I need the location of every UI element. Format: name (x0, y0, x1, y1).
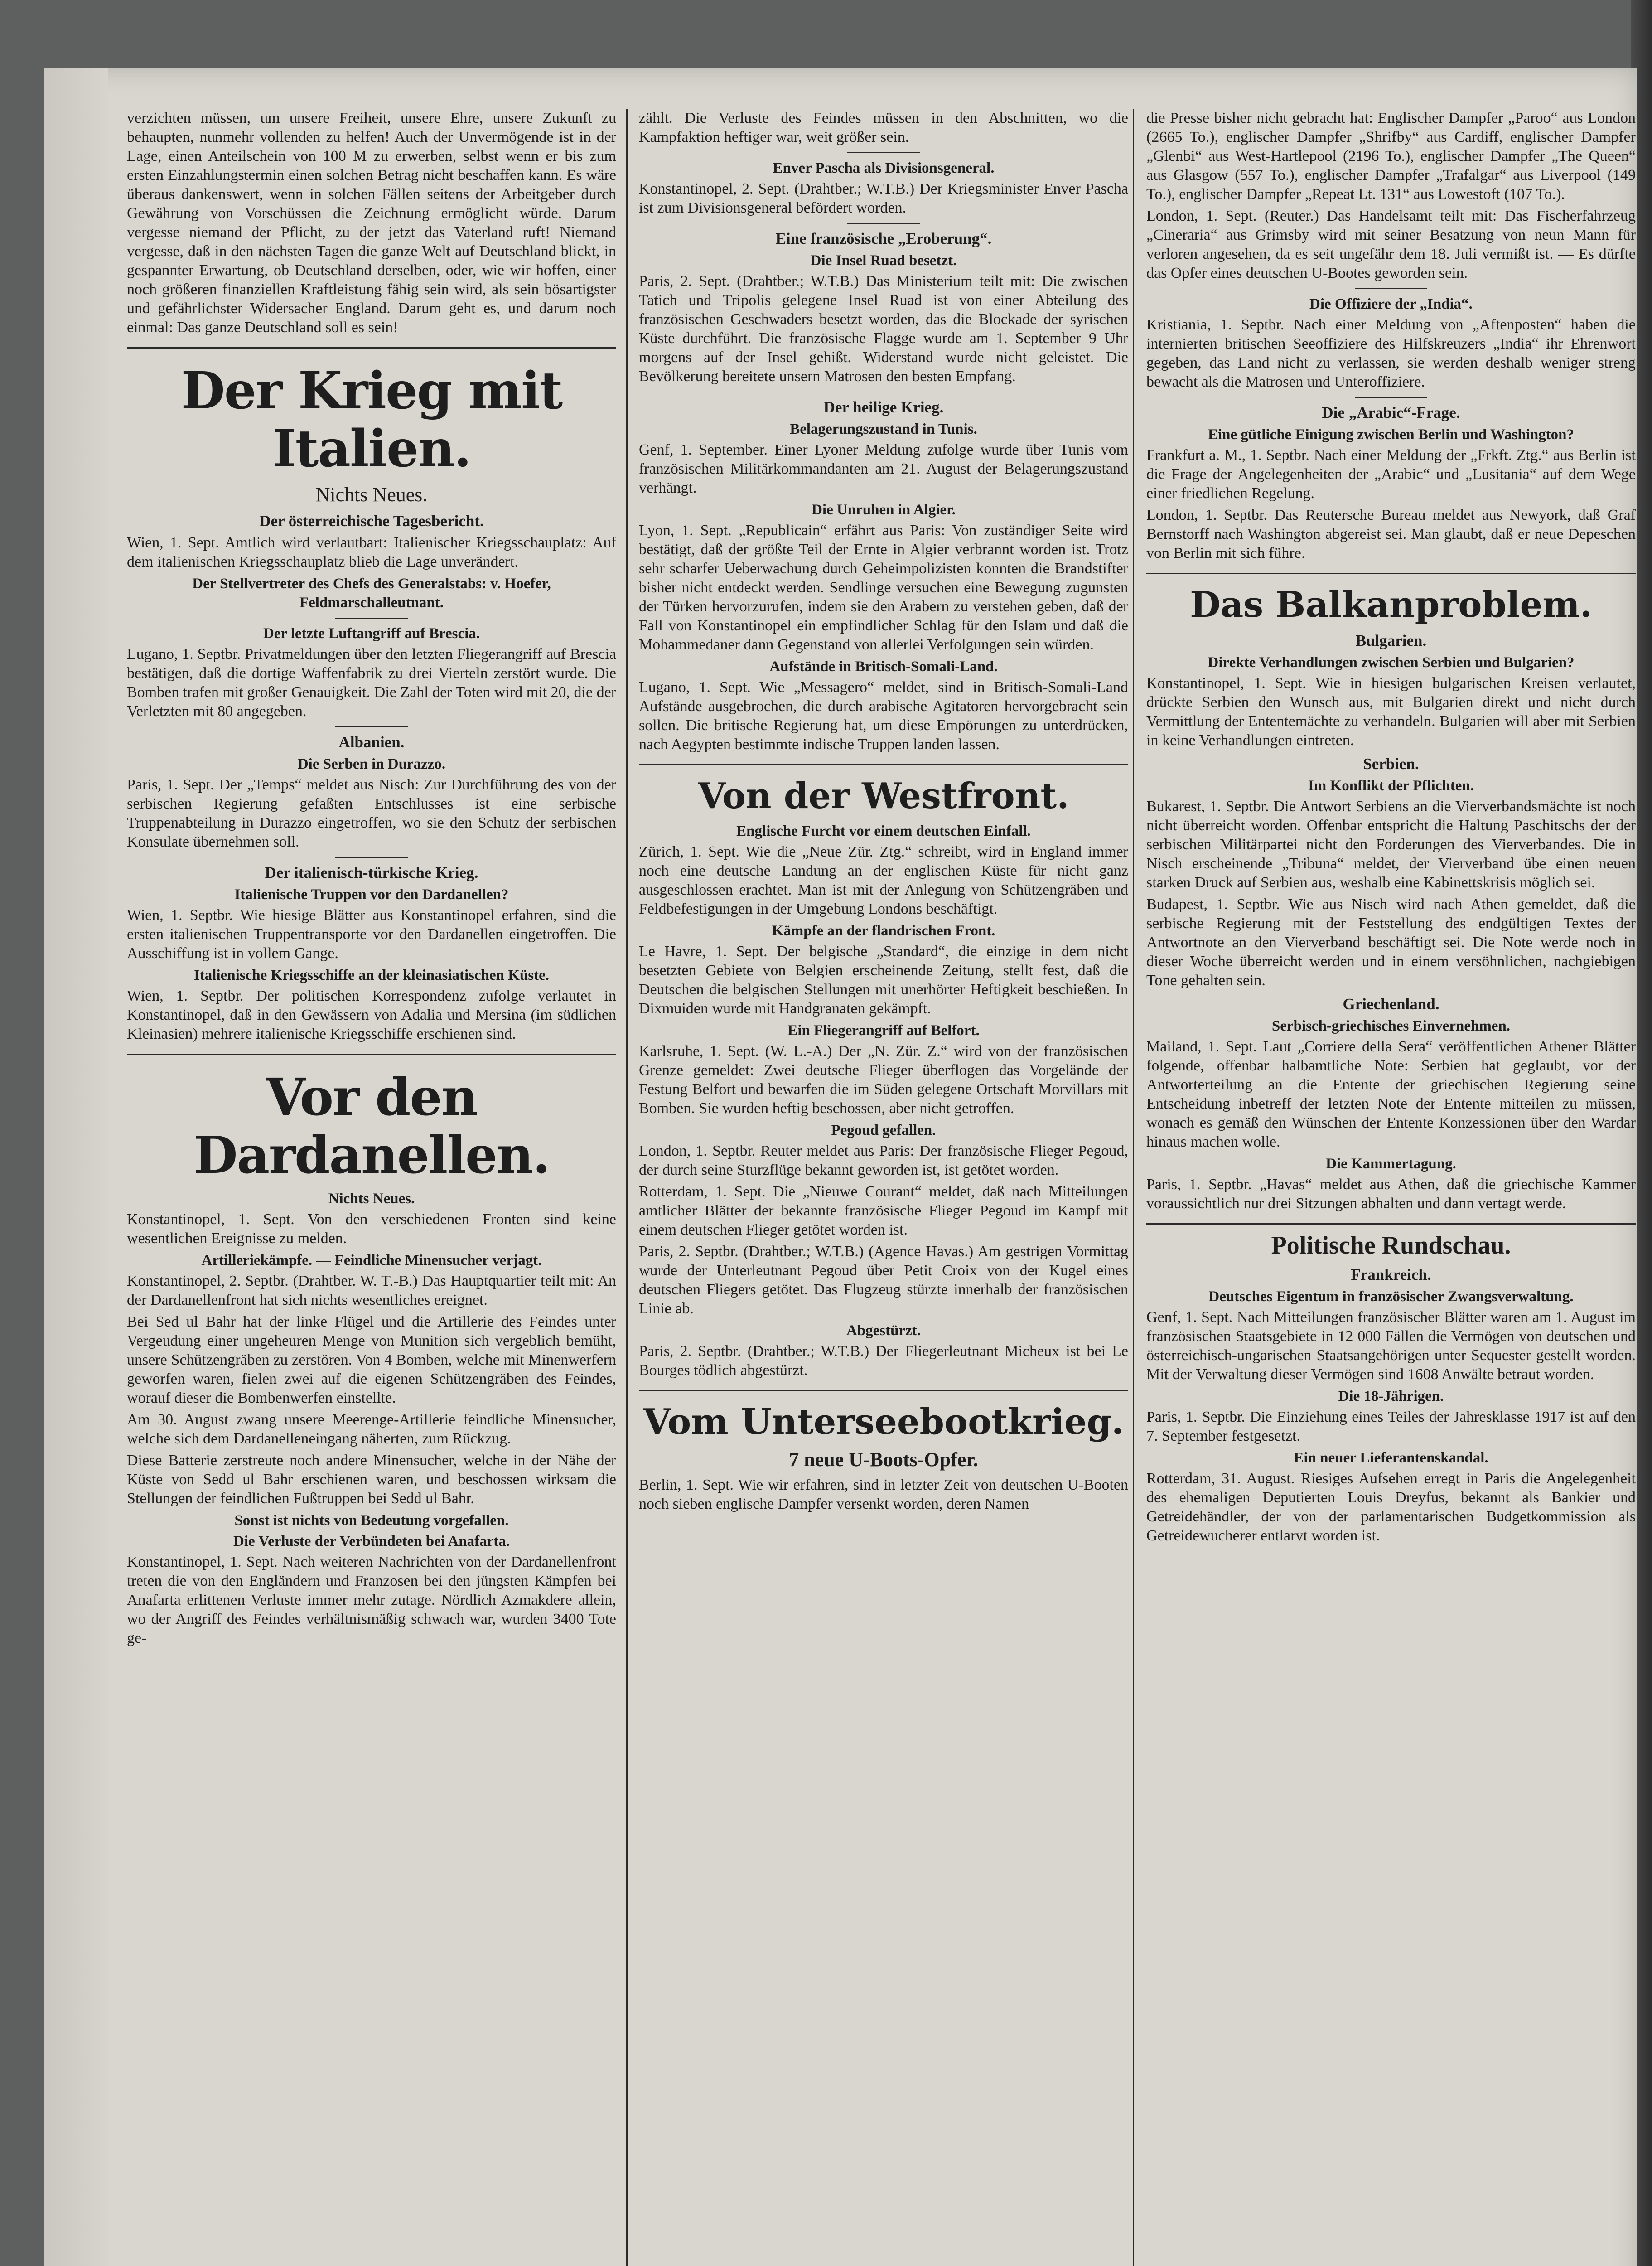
subhead: Pegoud gefallen. (831, 1122, 936, 1138)
signature: Der Stellvertreter des Chefs des Generalstabs: v. Hoefer, Feldmarschalleutnant. (192, 576, 551, 611)
paragraph: Frankfurt a. M., 1. Septbr. Nach einer Meldung der „Frkft. Ztg.“ aus Berlin ist die Frage der Angelegenheiten der „Arabic“ und „Lusitania“ auf dem Wege einer friedlichen Regelung. (1146, 447, 1636, 502)
paragraph: Lyon, 1. Sept. „Republicain“ erfährt aus Paris: Von zuständiger Seite wird bestätigt, daß der größte Teil der Ernte in Algier verbrannt worden ist. Trotz sehr scharfer Ueberwachung durch Geheimpolizisten konnten die Brandstifter bisher nicht entdeckt werden. Sendlinge versuchen eine Bewegung zugunsten der Türken hervorzurufen, indem sie den Arabern zu verstehen geben, daß der Fall von Konstantinopel ein empfindlicher Schlag für den Islam und daß die Mohammedaner dann Gegenstand von allerlei Verfolgungen sein würden. (639, 522, 1128, 653)
subhead: Ein neuer Lieferantenskandal. (1294, 1450, 1488, 1466)
subhead: Frankreich. (1351, 1266, 1431, 1283)
column-1 (127, 109, 616, 1651)
subhead: Nichts Neues. (315, 484, 428, 506)
subhead: Bulgarien. (1355, 632, 1427, 649)
headline-balkan: Das Balkanproblem. (1190, 584, 1592, 625)
subhead: Artilleriekämpfe. — Feindliche Minensucher verjagt. (201, 1252, 542, 1269)
headline-rundschau: Politische Rundschau. (1271, 1231, 1511, 1259)
paragraph: Rotterdam, 31. August. Riesiges Aufsehen erregt in Paris die Angelegenheit des ehemaligen Deputierten Louis Dreyfus, bekannt als Bankier und Getreidehändler, der von der parlamentarischen Budgetkommission als Getreidewucherer entlarvt worden ist. (1146, 1470, 1636, 1544)
subhead: Italienische Kriegsschiffe an der kleinasiatischen Küste. (193, 967, 550, 983)
paragraph: Wien, 1. Sept. Amtlich wird verlautbart: Italienischer Kriegsschauplatz: Auf dem italienischen Kriegsschauplatz blieb die Lage unverändert. (127, 534, 616, 570)
subhead: Aufstände in Britisch-Somali-Land. (769, 658, 998, 675)
paragraph: Lugano, 1. Sept. Wie „Messagero“ meldet, sind in Britisch-Somali-Land Aufstände ausgebrochen, die durch arabische Agitatoren hervorgebracht sein sollen. Die britische Regierung hat, um diese Empörungen zu unterdrücken, nach Aegypten bestimmte indische Truppen landen lassen. (639, 679, 1128, 753)
subhead: Ein Fliegerangriff auf Belfort. (787, 1022, 980, 1039)
subhead: Nichts Neues. (328, 1191, 415, 1207)
subhead: Italienische Truppen vor den Dardanellen? (234, 886, 509, 903)
paragraph: Wien, 1. Septbr. Wie hiesige Blätter aus Konstantinopel erfahren, sind die ersten italienischen Truppentransporte vor den Dardanellen eingetroffen. Die Ausschiffung ist in vollem Gange. (127, 907, 616, 962)
paragraph: Konstantinopel, 1. Sept. Von den verschiedenen Fronten sind keine wesentlichen Ereignisse zu melden. (127, 1211, 616, 1247)
divider (1355, 288, 1427, 289)
paragraph: Konstantinopel, 1. Sept. Nach weiteren Nachrichten von der Dardanellenfront treten die von den Engländern und Franzosen bei den jüngsten Kämpfen bei Anafarta erlittenen Verluste immer mehr zutage. Nördlich Azmakdere allein, wo der Angriff des Feindes verhältnismäßig schwach war, wurden 3400 Tote ge- (127, 1554, 616, 1646)
paragraph: London, 1. Septbr. Das Reutersche Bureau meldet aus Newyork, daß Graf Bernstorff nach Washington abgereist sei. Man glaubt, daß er neue Depeschen von Berlin mit sich führe. (1146, 507, 1636, 562)
paragraph: Mailand, 1. Sept. Laut „Corriere della Sera“ veröffentlichen Athener Blätter folgende, offenbar halbamtliche Note: Serbien hat geglaubt, vor der Antworterteilung an die Entente der griechischen Regierung seine Entscheidung inbetreff der letzten Note der Entente mitteilen zu müssen, wonach es gemäß den Wünschen der Entente Konzessionen über den Wardar hinaus machen wolle. (1146, 1038, 1636, 1150)
paragraph: Diese Batterie zerstreute noch andere Minensucher, welche in der Nähe der Küste von Sedd ul Bahr erschienen waren, und beschossen wirksam die Stellungen der feindlichen Fußtruppen bei Sedd ul Bahr. (127, 1452, 616, 1507)
subhead: 7 neue U-Boots-Opfer. (789, 1448, 978, 1471)
page-margin (44, 68, 108, 2266)
paragraph: Lugano, 1. Septbr. Privatmeldungen über den letzten Fliegerangriff auf Brescia bestätigen, daß die dortige Waffenfabrik zu drei Vierteln zerstört wurde. Die Bomben trafen mit großer Genauigkeit. Die Zahl der Toten wird mit 20, die der Verletzten mit 80 angegeben. (127, 646, 616, 720)
subhead: Der heilige Krieg. (823, 398, 944, 416)
divider (335, 857, 408, 858)
paragraph: Paris, 2. Sept. (Drahtber.; W.T.B.) Das Ministerium teilt mit: Die zwischen Tatich und Tripolis gelegene Insel Ruad ist von einer Abteilung des französischen Geschwaders besetzt worden, das die Blockade der syrischen Küste durchführt. Die französische Flagge wurde am 1. September 9 Uhr morgens auf der Insel gehißt. Widerstand wurde nicht geleistet. Die Bevölkerung bereitete unsern Matrosen den besten Empfang. (639, 273, 1128, 385)
section-rule (127, 1054, 616, 1055)
subhead: Englische Furcht vor einem deutschen Einfall. (736, 823, 1031, 839)
headline-westfront: Von der Westfront. (698, 775, 1069, 817)
subhead: Eine gütliche Einigung zwischen Berlin und Washington? (1208, 426, 1575, 443)
paragraph: Bukarest, 1. Septbr. Die Antwort Serbiens an die Vierverbandsmächte ist noch nicht überreicht worden. Offenbar entspricht die Haltung Paschitschs der der serbischen Militärpartei nicht den Forderungen des Vierverbandes. Die in Nisch erscheinende „Tribuna“ meldet, der Vierverband übe einen neuen starken Druck auf Serbien aus, weshalb eine Kabinettskrisis möglich sei. (1146, 798, 1636, 891)
paragraph: die Presse bisher nicht gebracht hat: Englischer Dampfer „Paroo“ aus London (2665 To.), englischer Dampfer „Shrifby“ aus Cardiff, englischer Dampfer „Glenbi“ aus West-Hartlepool (2196 To.), englischer Dampfer „The Queen“ aus Glasgow (557 To.), englischer Dampfer „Trafalgar“ aus Liverpool (149 To.), englischer Dampfer „Repeat Lt. 131“ aus Lowestoft (107 To.). (1146, 110, 1636, 203)
paragraph: Paris, 2. Septbr. (Drahtber.; W.T.B.) Der Fliegerleutnant Micheux ist bei Le Bourges tödlich abgestürzt. (639, 1343, 1128, 1379)
paragraph: Konstantinopel, 1. Sept. Wie in hiesigen bulgarischen Kreisen verlautet, drückte Serbien den Wunsch aus, mit Bulgarien direkt und nicht durch Vermittlung der Ententemächte zu verhandeln. Bulgarien will aber mit Serbien in keine Verhandlungen eintreten. (1146, 675, 1636, 749)
subhead: Die „Arabic“-Frage. (1322, 404, 1460, 421)
subhead: Abgestürzt. (846, 1322, 921, 1339)
paragraph: Am 30. August zwang unsere Meerenge-Artillerie feindliche Minensucher, welche sich dem Dardanelleneingang näherten, zum Rückzug. (127, 1411, 616, 1447)
column-3 (1146, 109, 1636, 1548)
subhead: Der letzte Luftangriff auf Brescia. (263, 625, 480, 642)
subhead: Die Kammertagung. (1326, 1156, 1456, 1172)
section-rule (127, 347, 616, 349)
column-2 (639, 109, 1128, 1516)
subhead: Der italienisch-türkische Krieg. (265, 864, 478, 881)
subhead: Im Konflikt der Pflichten. (1308, 778, 1474, 794)
paragraph: Le Havre, 1. Sept. Der belgische „Standard“, die einzige in dem nicht besetzten Gebiete von Belgien erscheinende Zeitung, stellt fest, daß die Deutschen die belgischen Stellungen mit unerhörter Heftigkeit beschießen. In Dixmuiden wurde mit Handgranaten gekämpft. (639, 943, 1128, 1017)
paragraph: Genf, 1. September. Einer Lyoner Meldung zufolge wurde über Tunis vom französischen Militärkommandanten am 21. August der Belagerungszustand verhängt. (639, 441, 1128, 496)
column-rule (626, 109, 628, 2266)
paragraph: Paris, 1. Septbr. „Havas“ meldet aus Athen, daß die griechische Kammer voraussichtlich nur drei Sitzungen abhalten und dann vertagt werde. (1146, 1176, 1636, 1212)
paragraph: Wien, 1. Septbr. Der politischen Korrespondenz zufolge verlautet in Konstantinopel, daß in den Gewässern von Adalia und Mersina (im südlichen Kleinasien) mehrere italienische Kriegsschiffe erschienen sind. (127, 988, 616, 1042)
subhead: Eine französische „Eroberung“. (775, 230, 992, 247)
subhead: Die Verluste der Verbündeten bei Anafarta. (233, 1533, 510, 1549)
subhead: Die Offiziere der „India“. (1309, 296, 1473, 312)
headline-dardanellen: Vor den Dardanellen. (193, 1068, 550, 1185)
divider (847, 223, 920, 224)
paragraph: verzichten müssen, um unsere Freiheit, unsere Ehre, unsere Zukunft zu behaupten, nunmehr vollenden zu helfen! Auch der Unvermögende ist in der Lage, einen Anteilschein von 100 M zu erwerben, selbst wenn er bis zum ersten Einzahlungstermin einen solchen Betrag nicht beschaffen kann. Es wäre überaus dankenswert, wenn in solchen Fällen seitens der Arbeitgeber durch Gewährung von Vorschüssen die Zeichnung ermöglicht würde. Darum vergesse niemand der Pflicht, zu der jetzt das Vaterland ruft! Niemand vergesse, daß in den nächsten Tagen die ganze Welt auf Deutschland blickt, in gespannter Erwartung, ob Deutschland derselben, oder, wie wir hoffen, einer noch größeren finanziellen Kraftleistung fähig sein wird, als sein bösartigster und gefährlichster Widersacher England. Darum geht es, und darum noch einmal: Das ganze Deutschland soll es sein! (127, 110, 616, 336)
subhead: Albanien. (338, 733, 405, 751)
subhead: Serbien. (1363, 755, 1419, 773)
subhead: Die Unruhen in Algier. (812, 502, 956, 518)
subhead: Serbisch-griechisches Einvernehmen. (1271, 1018, 1511, 1034)
section-rule (639, 1390, 1128, 1391)
paragraph: Konstantinopel, 2. Sept. (Drahtber.; W.T.B.) Der Kriegsminister Enver Pascha ist zum Divisionsgeneral befördert worden. (639, 180, 1128, 216)
subhead: Kämpfe an der flandrischen Front. (772, 923, 995, 939)
subhead: Belagerungszustand in Tunis. (790, 421, 977, 437)
paragraph: Konstantinopel, 2. Septbr. (Drahtber. W. T.-B.) Das Hauptquartier teilt mit: An der Dardanellenfront hat sich nichts wesentliches ereignet. (127, 1273, 616, 1308)
column-rule (1133, 109, 1134, 2266)
paragraph: Karlsruhe, 1. Sept. (W. L.-A.) Der „N. Zür. Z.“ wird von der französischen Grenze gemeldet: Zwei deutsche Flieger überflogen das Vorgelände der Festung Belfort und bewarfen die im Süden gelegene Ortschaft Morvillars mit Bomben. Sie wurden heftig beschossen, aber nicht getroffen. (639, 1043, 1128, 1117)
divider (847, 152, 920, 153)
subhead: Der österreichische Tagesbericht. (259, 512, 484, 530)
paragraph: Budapest, 1. Septbr. Wie aus Nisch wird nach Athen gemeldet, daß die serbische Regierung mit der Feststellung des endgültigen Textes der Antwortnote an den Vierverband beschäftigt sei. Die Note werde noch in dieser Woche überreicht werden und in einem versöhnlichen, nachgiebigen Tone gehalten sein. (1146, 896, 1636, 989)
paragraph: Bei Sed ul Bahr hat der linke Flügel und die Artillerie des Feindes unter Vergeudung einer ungeheuren Menge von Munition sich vergeblich bemüht, unsere Schützengräben zu zerstören. Von 4 Bomben, welche mit Minenwerfern geworfen waren, fielen zwei auf die eigenen Schützengräben des Feindes, worauf dieser die Bombenwerfen einstellte. (127, 1313, 616, 1406)
paragraph: London, 1. Sept. (Reuter.) Das Handelsamt teilt mit: Das Fischerfahrzeug „Cineraria“ aus Grimsby wird mit seiner Besatzung von neun Mann für verloren angesehen, da es seit ungefähr dem 18. Juli vermißt ist. — Es dürfte das Opfer eines deutschen U-Bootes geworden sein. (1146, 208, 1636, 281)
divider (335, 726, 408, 727)
headline-italien: Der Krieg mit Italien. (181, 361, 562, 479)
section-rule (1146, 573, 1636, 574)
paragraph: London, 1. Septbr. Reuter meldet aus Paris: Der französische Flieger Pegoud, der durch seine Sturzflüge bekannt geworden ist, ist getötet worden. (639, 1143, 1128, 1178)
headline-ubootkrieg: Vom Unterseebootkrieg. (643, 1401, 1124, 1443)
subhead: Deutsches Eigentum in französischer Zwangsverwaltung. (1208, 1288, 1574, 1305)
subhead: Enver Pascha als Divisionsgeneral. (773, 160, 995, 176)
subhead: Die Insel Ruad besetzt. (810, 252, 957, 269)
paragraph: Paris, 1. Sept. Der „Temps“ meldet aus Nisch: Zur Durchführung des von der serbischen Regierung gefaßten Entschlusses ist eine serbische Truppenabteilung in Durazzo eingetroffen, wo sie den Schutz der serbischen Konsulate übernehmen soll. (127, 776, 616, 850)
subhead: Direkte Verhandlungen zwischen Serbien und Bulgarien? (1208, 654, 1575, 671)
paragraph: Sonst ist nichts von Bedeutung vorgefallen. (234, 1512, 509, 1529)
section-rule (1146, 1223, 1636, 1225)
section-rule (639, 764, 1128, 765)
paragraph: Genf, 1. Sept. Nach Mitteilungen französischer Blätter waren am 1. August im französischen Staatsgebiete in 12 000 Fällen die Vermögen von deutschen und österreichisch-ungarischen Staatsangehörigen unter Sequester gestellt worden. Mit der Verwaltung dieser Vermögen sind 1608 Anwälte betraut worden. (1146, 1309, 1636, 1383)
subhead: Griechenland. (1343, 995, 1439, 1013)
paragraph: Berlin, 1. Sept. Wie wir erfahren, sind in letzter Zeit von deutschen U-Booten noch sieben englische Dampfer versenkt worden, deren Namen (639, 1477, 1128, 1512)
paragraph: Zürich, 1. Sept. Wie die „Neue Zür. Ztg.“ schreibt, wird in England immer noch eine deutsche Landung an der englischen Küste für nicht ganz ausgeschlossen erachtet. Man ist mit der Anlegung von Schützengräben und Feldbefestigungen in der Umgebung Londons beschäftigt. (639, 843, 1128, 917)
subhead: Die 18-Jährigen. (1338, 1388, 1444, 1404)
divider (1355, 397, 1427, 398)
divider (335, 618, 408, 619)
paragraph: Kristiania, 1. Septbr. Nach einer Meldung von „Aftenposten“ haben die internierten britischen Seeoffiziere des Hilfskreuzers „India“ ihr Ehrenwort gegeben, das Land nicht zu verlassen, sie werden deshalb weniger streng bewacht als die Matrosen und Unteroffiziere. (1146, 316, 1636, 390)
subhead: Die Serben in Durazzo. (297, 756, 446, 772)
paragraph: zählt. Die Verluste des Feindes müssen in den Abschnitten, wo die Kampfaktion heftiger war, weit größer sein. (639, 110, 1128, 145)
paragraph: Rotterdam, 1. Sept. Die „Nieuwe Courant“ meldet, daß nach Mitteilungen amtlicher Blätter der bekannte französische Flieger Pegoud im Kampf mit einem deutschen Flieger getötet worden ist. (639, 1183, 1128, 1238)
paragraph: Paris, 1. Septbr. Die Einziehung eines Teiles der Jahresklasse 1917 ist auf den 7. September festgesetzt. (1146, 1409, 1636, 1444)
paragraph: Paris, 2. Septbr. (Drahtber.; W.T.B.) (Agence Havas.) Am gestrigen Vormittag wurde der Unterleutnant Pegoud über Petit Croix von der Kugel eines deutschen Fliegers getötet. Das Flugzeug stürzte innerhalb der französischen Linie ab. (639, 1243, 1128, 1317)
